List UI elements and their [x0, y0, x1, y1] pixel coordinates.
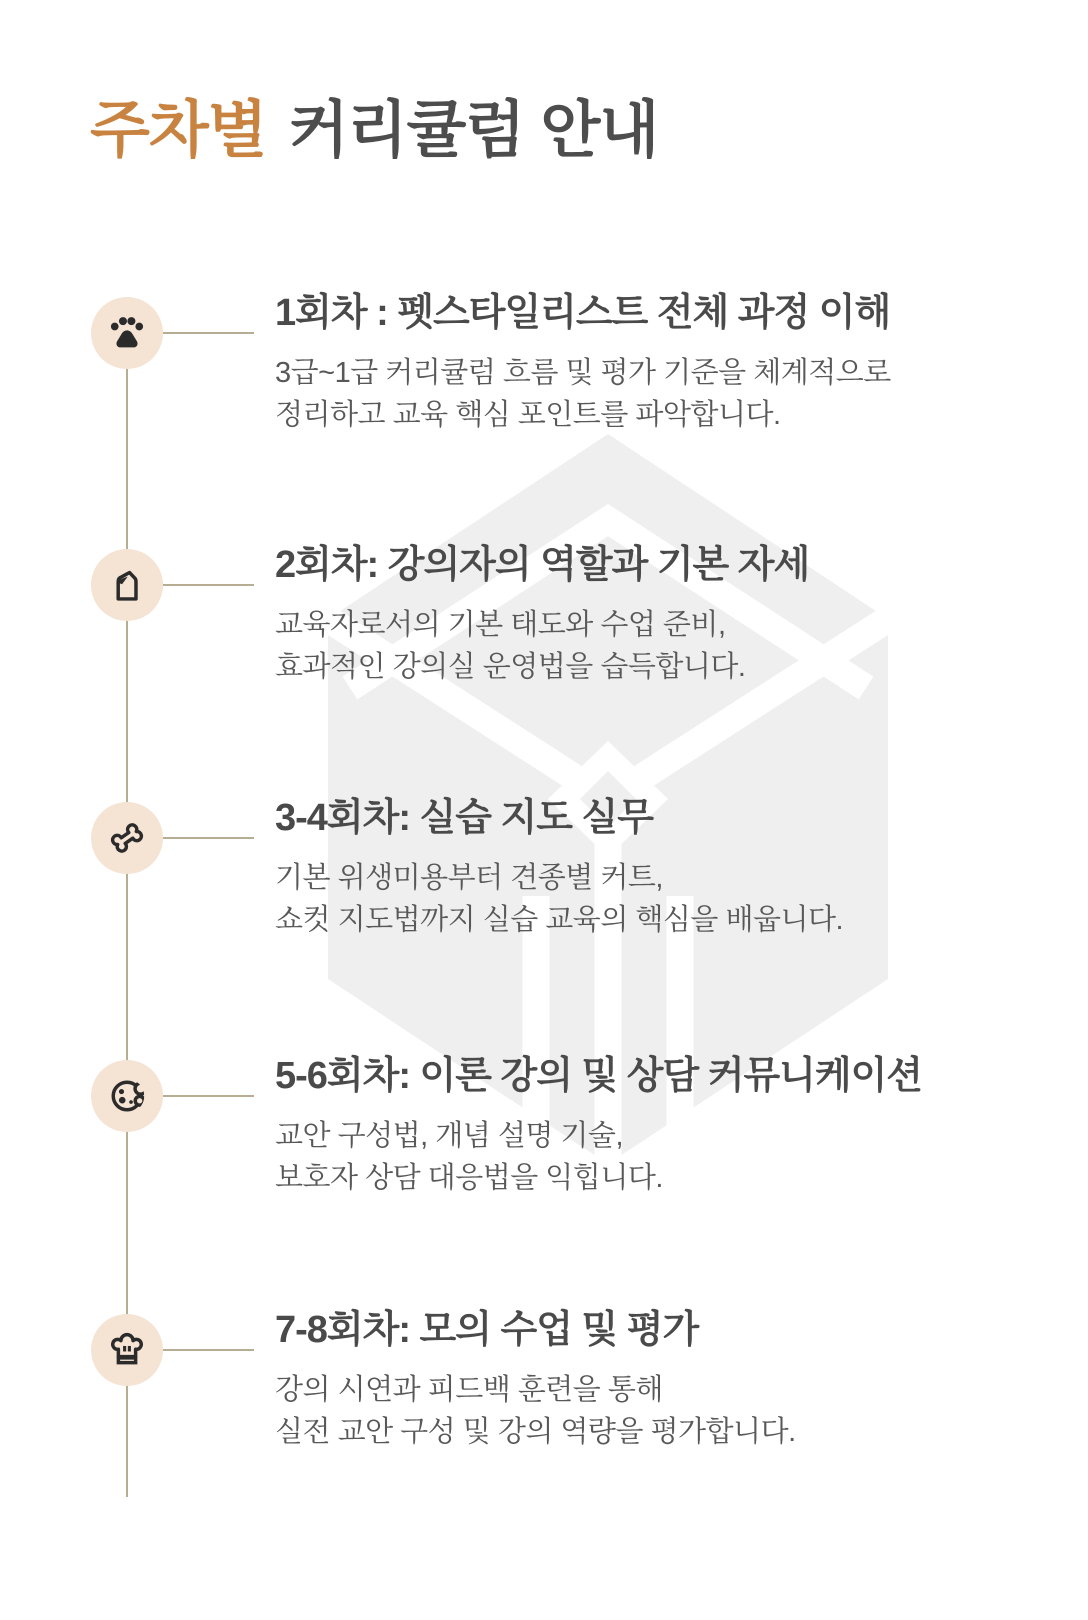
item-title: 1회차 : 펫스타일리스트 전체 과정 이해	[275, 292, 891, 334]
page-title	[90, 80, 658, 169]
timeline-node-5	[91, 1314, 163, 1386]
timeline-connector-4	[163, 1095, 254, 1097]
item-description-line: 실전 교안 구성 및 강의 역량을 평가합니다.	[275, 1416, 796, 1448]
item-description	[275, 857, 1055, 941]
item-description-line: 강의 시연과 피드백 훈련을 통해	[275, 1374, 663, 1406]
dog-head-icon	[105, 563, 149, 607]
timeline-item-5	[275, 1305, 1055, 1453]
item-description-line: 쇼컷 지도법까지 실습 교육의 핵심을 배웁니다.	[275, 904, 844, 936]
timeline-connector-1	[163, 332, 254, 334]
chef-hat-icon	[105, 1328, 149, 1372]
item-description	[275, 604, 1055, 688]
timeline-item-4	[275, 1051, 1055, 1199]
item-description	[275, 1369, 1055, 1453]
timeline-connector-5	[163, 1349, 254, 1351]
item-description	[275, 1115, 1055, 1199]
item-title: 7-8회차: 모의 수업 및 평가	[275, 1309, 699, 1351]
item-title: 2회차: 강의자의 역할과 기본 자세	[275, 544, 810, 586]
item-description	[275, 352, 1055, 436]
paw-icon	[104, 310, 150, 356]
timeline-node-3	[91, 802, 163, 874]
item-description-line: 교안 구성법, 개념 설명 기술,	[275, 1120, 623, 1152]
page-title-rest: 커리큘럼 안내	[288, 96, 659, 165]
timeline-connector-2	[163, 584, 254, 586]
item-title: 5-6회차: 이론 강의 및 상담 커뮤니케이션	[275, 1055, 922, 1097]
cookie-icon	[105, 1074, 149, 1118]
item-description-line: 효과적인 강의실 운영법을 습득합니다.	[275, 651, 746, 683]
item-title: 3-4회차: 실습 지도 실무	[275, 797, 653, 839]
timeline-item-1	[275, 288, 1055, 436]
page-title-highlight: 주차별	[90, 96, 267, 165]
timeline-connector-3	[163, 837, 254, 839]
bone-icon	[105, 816, 149, 860]
item-description-line: 3급~1급 커리큘럼 흐름 및 평가 기준을 체계적으로	[275, 357, 891, 389]
timeline-node-2	[91, 549, 163, 621]
timeline-node-4	[91, 1060, 163, 1132]
item-description-line: 교육자로서의 기본 태도와 수업 준비,	[275, 609, 726, 641]
item-description-line: 보호자 상담 대응법을 익힙니다.	[275, 1162, 663, 1194]
timeline-item-2	[275, 540, 1055, 688]
timeline-item-3	[275, 793, 1055, 941]
item-description-line: 기본 위생미용부터 견종별 커트,	[275, 862, 663, 894]
timeline-node-1	[91, 297, 163, 369]
item-description-line: 정리하고 교육 핵심 포인트를 파악합니다.	[275, 399, 781, 431]
